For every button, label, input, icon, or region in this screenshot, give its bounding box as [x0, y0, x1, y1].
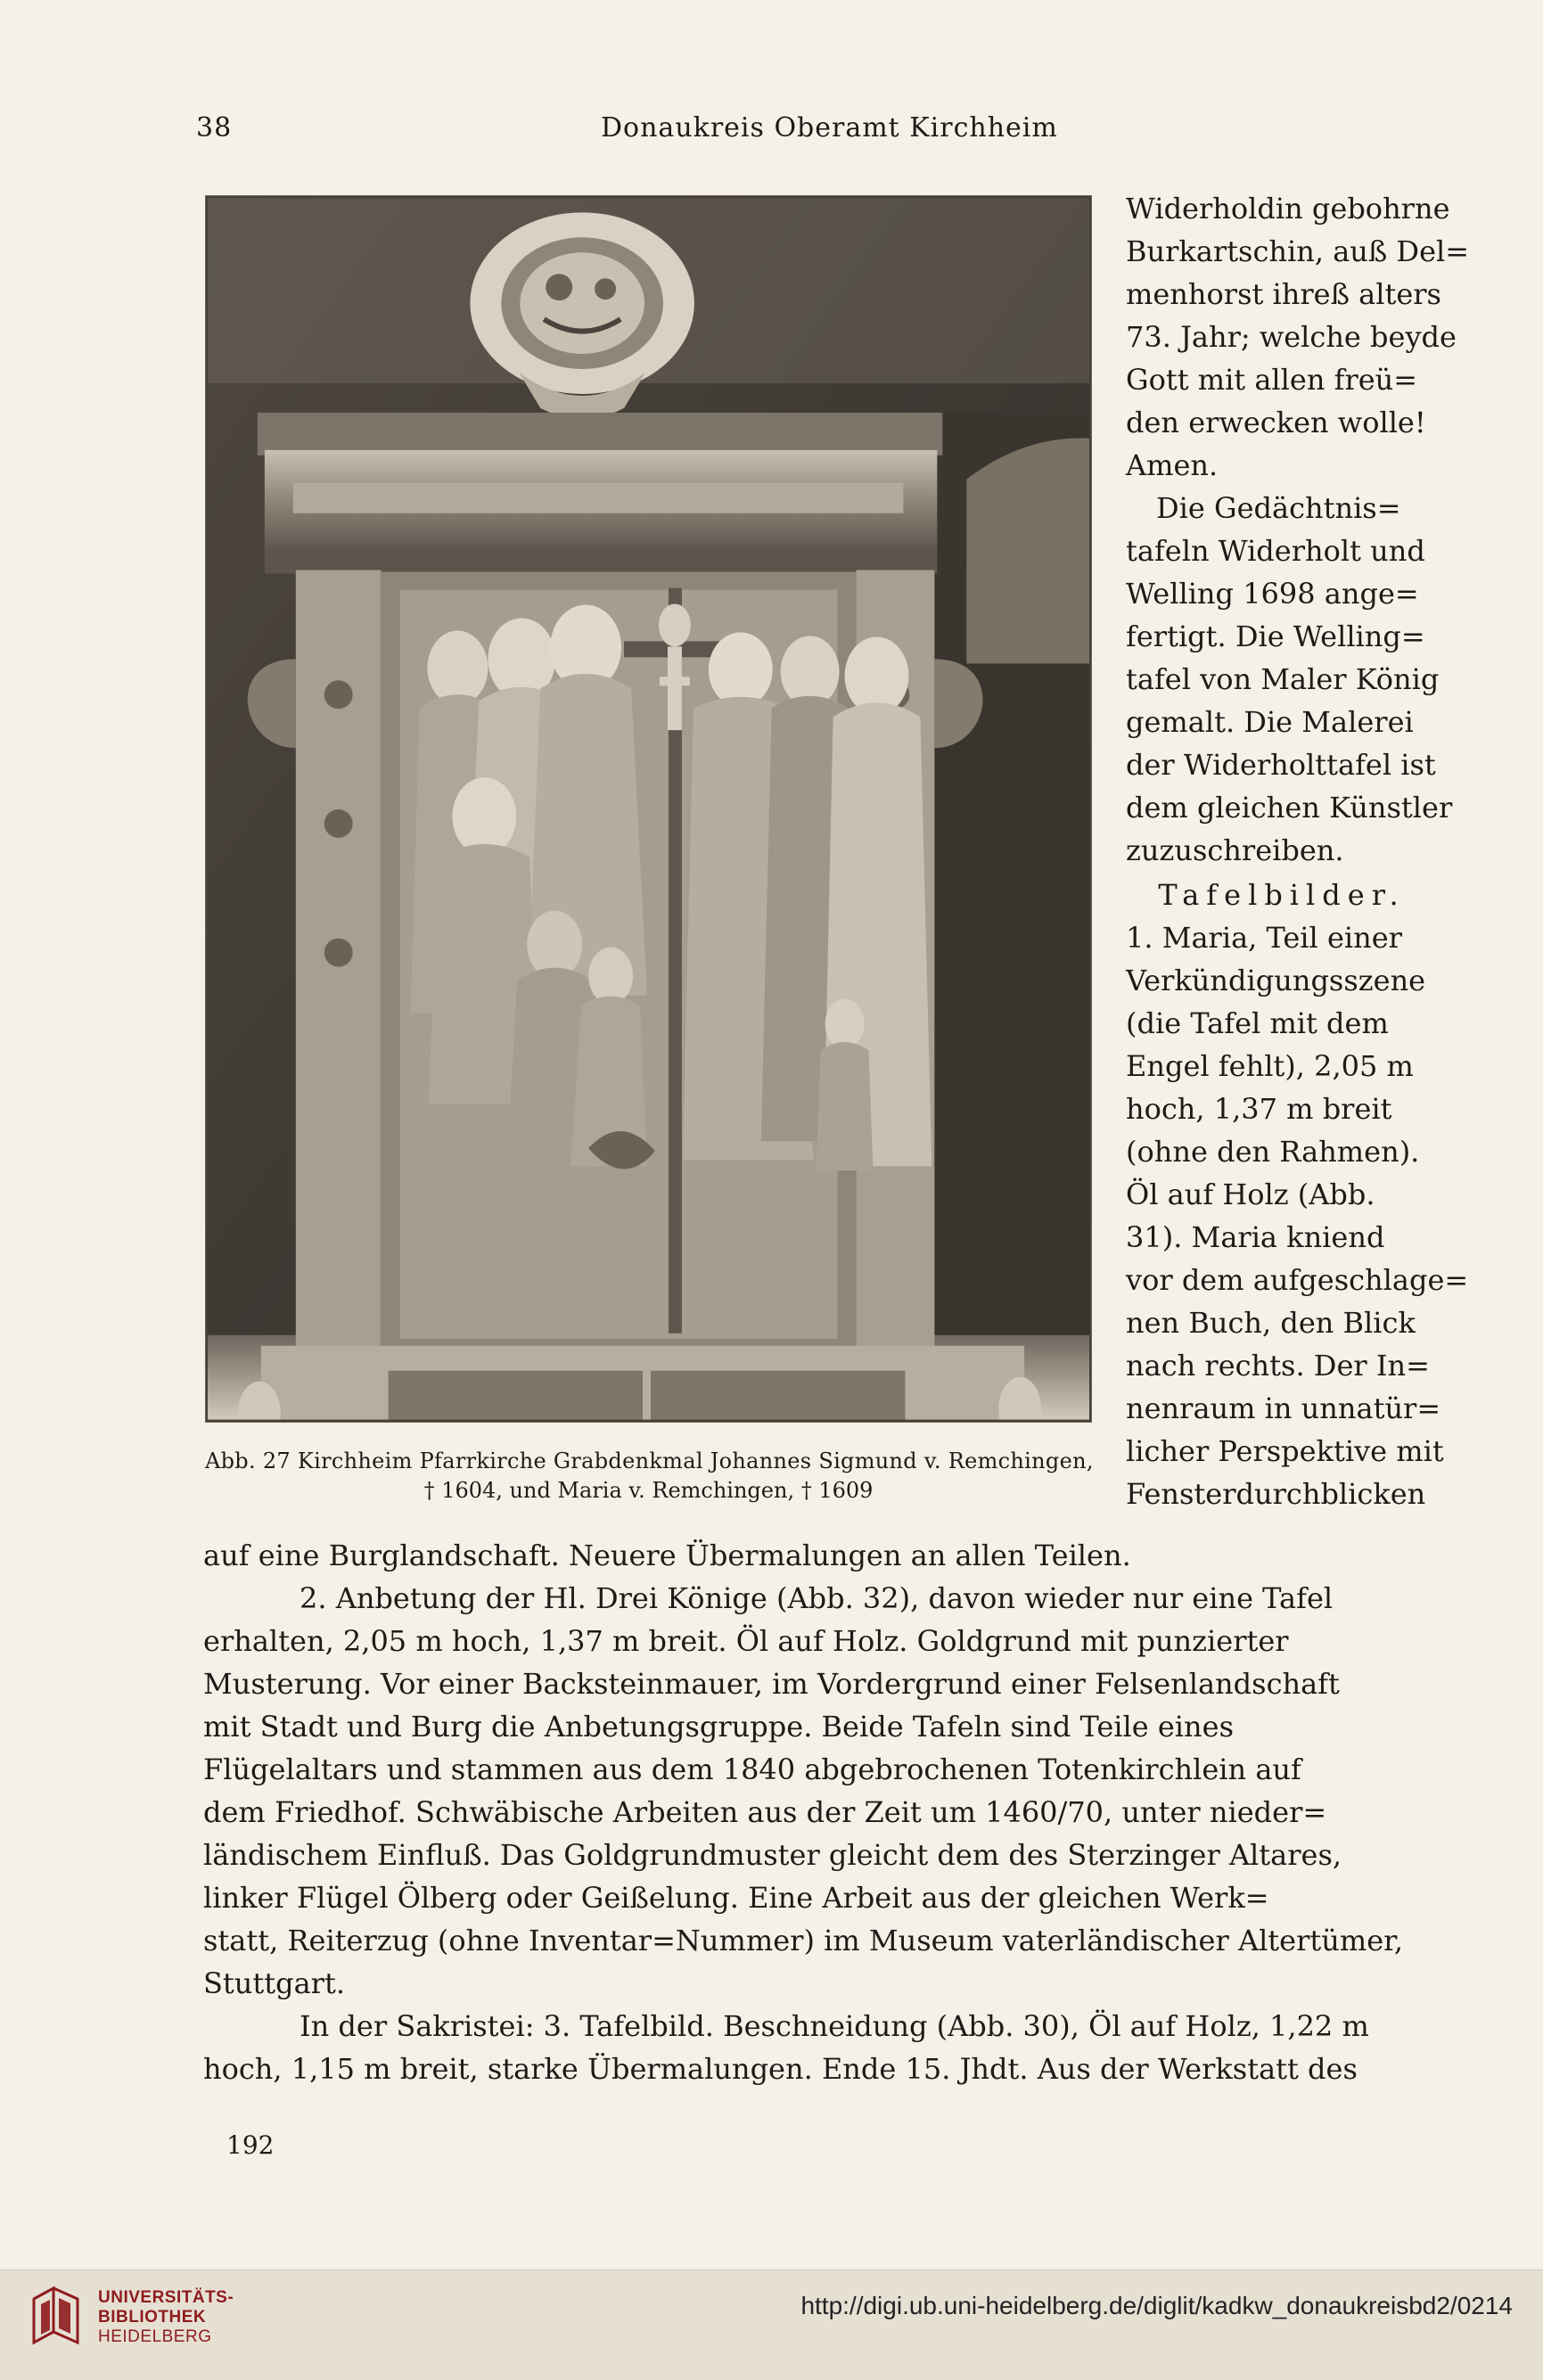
- page-number: 38: [196, 112, 233, 144]
- right-column-line: zuzuschreiben.: [1126, 833, 1344, 867]
- right-column-line: (ohne den Rahmen).: [1126, 1135, 1420, 1169]
- right-column-line: tafeln Widerholt und: [1126, 534, 1425, 568]
- kneeling-men-relief: [411, 604, 655, 1169]
- body-line: auf eine Burglandschaft. Neuere Übermalungen an allen Teilen.: [203, 1539, 1131, 1572]
- right-column-line: 1. Maria, Teil einer: [1126, 921, 1402, 955]
- right-column-line: Verkündigungsszene: [1126, 964, 1426, 997]
- body-line: Musterung. Vor einer Backsteinmauer, im Vordergrund einer Felsenlandschaft: [203, 1667, 1340, 1701]
- right-column-line: Welling 1698 ange=: [1126, 577, 1419, 611]
- right-column-line: nen Buch, den Blick: [1126, 1306, 1416, 1340]
- main-relief: [381, 572, 932, 1358]
- right-column-line: 73. Jahr; welche beyde: [1126, 320, 1457, 354]
- right-column-line: hoch, 1,37 m breit: [1126, 1092, 1392, 1126]
- body-line: mit Stadt und Burg die Anbetungsgruppe. Beide Tafeln sind Teile eines: [203, 1710, 1234, 1744]
- right-column-line: Gott mit allen freü=: [1126, 363, 1418, 397]
- right-column-line: (die Tafel mit dem: [1126, 1006, 1389, 1040]
- running-head: Donaukreis Oberamt Kirchheim: [601, 112, 1058, 144]
- figure-caption-line-2: † 1604, und Maria v. Remchingen, † 1609: [423, 1478, 874, 1503]
- figure-caption-line-1: Abb. 27 Kirchheim Pfarrkirche Grabdenkmal Johannes Sigmund v. Remchingen,: [205, 1449, 1094, 1473]
- library-name-line-3: HEIDELBERG: [98, 2327, 212, 2346]
- right-column-line: Amen.: [1126, 448, 1219, 482]
- printer-signature: 192: [226, 2130, 275, 2160]
- right-column-line: Engel fehlt), 2,05 m: [1126, 1049, 1414, 1083]
- inscription-panels: [238, 1346, 1041, 1422]
- right-column-line: vor dem aufgeschlage=: [1126, 1263, 1469, 1297]
- funerary-monument-illustration: [206, 196, 1091, 1422]
- right-column-line: dem gleichen Künstler: [1126, 791, 1453, 825]
- body-line: In der Sakristei: 3. Tafelbild. Beschneidung (Abb. 30), Öl auf Holz, 1,22 m: [300, 2009, 1369, 2043]
- monument-photograph: [205, 195, 1092, 1423]
- library-name-line-2: BIBLIOTHEK: [98, 2308, 207, 2327]
- main-body-text: [203, 1534, 1438, 2090]
- body-line: Stuttgart.: [203, 1966, 345, 2000]
- right-column-line: der Widerholttafel ist: [1126, 748, 1436, 782]
- right-column-line: nenraum in unnatür=: [1126, 1391, 1441, 1425]
- body-line: erhalten, 2,05 m hoch, 1,37 m breit. Öl auf Holz. Goldgrund mit punzierter: [203, 1624, 1289, 1658]
- right-column-line: fertigt. Die Welling=: [1126, 620, 1425, 653]
- kneeling-women-relief: [683, 632, 932, 1170]
- right-column-line: licher Perspektive mit: [1126, 1434, 1444, 1468]
- body-line: linker Flügel Ölberg oder Geißelung. Eine Arbeit aus der gleichen Werk=: [203, 1881, 1269, 1915]
- right-column-line: Die Gedächtnis=: [1156, 491, 1401, 525]
- body-line: statt, Reiterzug (ohne Inventar=Nummer) im Museum vaterländischer Altertümer,: [203, 1924, 1404, 1957]
- right-column-text: [1126, 187, 1470, 1515]
- right-column-line: Öl auf Holz (Abb.: [1126, 1178, 1375, 1211]
- library-name-line-1: UNIVERSITÄTS-: [98, 2288, 234, 2307]
- right-column-line: menhorst ihreß alters: [1126, 277, 1441, 311]
- upper-frame: [258, 413, 942, 574]
- library-logo-icon: [25, 2283, 87, 2345]
- body-line: hoch, 1,15 m breit, starke Übermalungen. Ende 15. Jhdt. Aus der Werkstatt des: [203, 2052, 1358, 2086]
- library-name: [98, 2288, 234, 2347]
- right-column-line: 31). Maria kniend: [1126, 1220, 1385, 1254]
- body-line: ländischem Einfluß. Das Goldgrundmuster gleicht dem des Sterzinger Altares,: [203, 1838, 1342, 1872]
- right-column-line: Fensterdurchblicken: [1126, 1477, 1426, 1511]
- body-line: Flügelaltars und stammen aus dem 1840 abgebrochenen Totenkirchlein auf: [203, 1752, 1301, 1786]
- right-column-line: Widerholdin gebohrne: [1126, 192, 1450, 226]
- right-column-line: Burkartschin, auß Del=: [1126, 234, 1470, 268]
- right-column-line: gemalt. Die Malerei: [1126, 705, 1414, 739]
- source-url[interactable]: http://digi.ub.uni-heidelberg.de/diglit/kadkw_donaukreisbd2/0214: [800, 2292, 1513, 2319]
- body-line: dem Friedhof. Schwäbische Arbeiten aus der Zeit um 1460/70, unter nieder=: [203, 1795, 1327, 1829]
- section-heading-tafelbilder: Tafelbilder.: [1158, 878, 1406, 912]
- right-column-line: nach rechts. Der In=: [1126, 1349, 1430, 1383]
- body-line: 2. Anbetung der Hl. Drei Könige (Abb. 32), davon wieder nur eine Tafel: [300, 1581, 1334, 1615]
- right-column-line: tafel von Maler König: [1126, 662, 1440, 696]
- right-column-line: den erwecken wolle!: [1126, 406, 1426, 439]
